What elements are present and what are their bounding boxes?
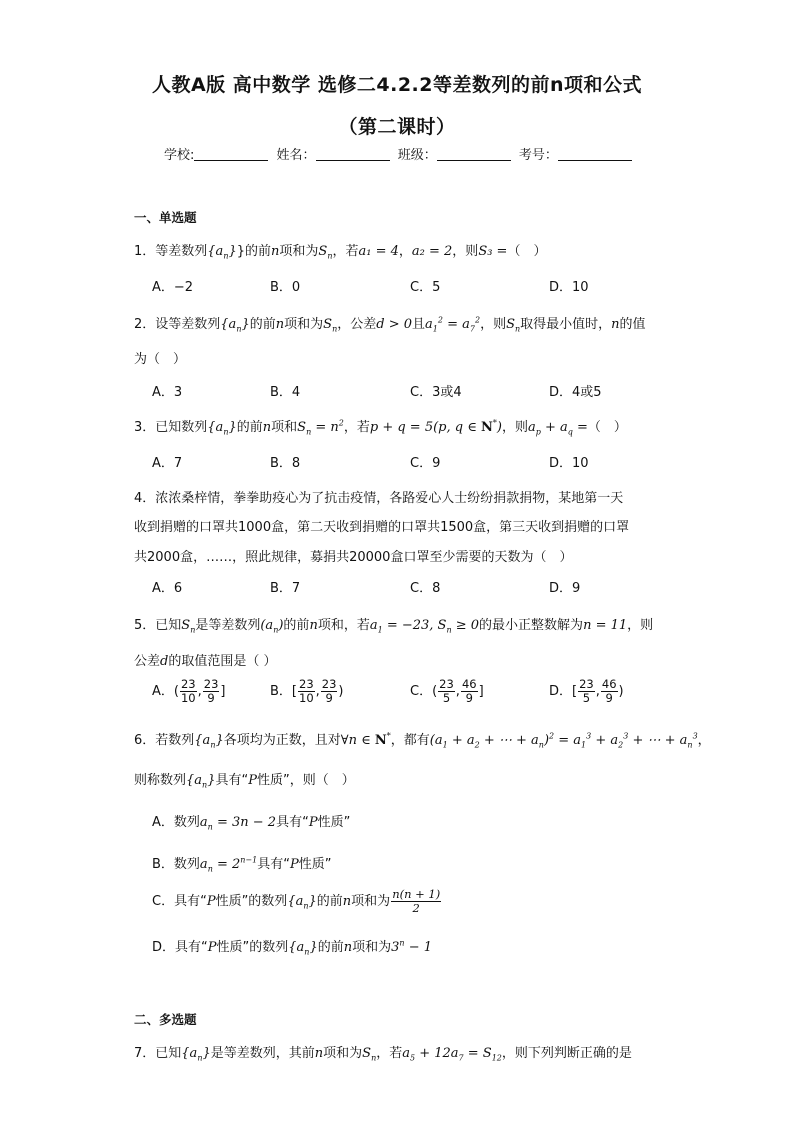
school-label: 学校: xyxy=(164,148,195,163)
q4-option-d[interactable]: D．9 xyxy=(549,581,581,596)
q5-option-c[interactable]: C．( $\frac{23}{5}$ , $\frac{46}{9}$ ] xyxy=(410,677,484,705)
question-4-line1: 4．浓浓桑梓情，拳拳助疫心为了抗击疫情，各路爱心人士纷纷捐款捐物，某地第一天 xyxy=(134,491,624,506)
class-label: 班级： xyxy=(397,148,437,163)
section-single-choice: 一、单选题 xyxy=(134,210,197,225)
q6-option-c[interactable]: C．具有“P性质”的数列$\{a_n\}$的前n项和为 $\frac{n(n + 1)}{2}$ xyxy=(152,887,441,915)
question-7: 7．已知$\{a_n\}$是等差数列，其前n项和为$S_n$，若$a_5 + 12a_7 = S_{12}$，则下列判断正确的是 xyxy=(134,1046,632,1063)
q1-option-a[interactable]: A．−2 xyxy=(152,280,194,295)
page-title: 人教A版 高中数学 选修二4.2.2等差数列的前n项和公式 xyxy=(151,74,643,96)
question-3: 3．已知数列$\{a_n\}$的前n项和$S_n = n^2$，若p + q = 5(p, q ∈ N*)，则$a_p + a_q$ =（ ） xyxy=(134,418,627,437)
question-5-line2: 公差d的取值范围是（ ） xyxy=(134,654,277,669)
q5-option-b[interactable]: B．[ $\frac{23}{10}$ , $\frac{23}{9}$ ) xyxy=(270,677,344,705)
q4-option-b[interactable]: B．7 xyxy=(270,581,301,596)
question-2: 2．设等差数列$\{a_n\}$的前n项和为$S_n$，公差d > 0且$a_1^2 = a_7^2$，则$S_n$取得最小值时，n的值 xyxy=(134,315,646,334)
q5-option-d[interactable]: D．[ $\frac{23}{5}$ , $\frac{46}{9}$ ) xyxy=(549,677,624,705)
name-label: 姓名： xyxy=(276,148,316,163)
school-blank[interactable] xyxy=(194,147,268,161)
q6-option-d[interactable]: D．具有“P性质”的数列$\{a_n\}$的前n项和为$3^n - 1$ xyxy=(152,938,432,957)
q4-option-a[interactable]: A．6 xyxy=(152,581,183,596)
q3-option-d[interactable]: D．10 xyxy=(549,456,589,471)
q3-option-b[interactable]: B．8 xyxy=(270,456,301,471)
q2-option-c[interactable]: C．3或4 xyxy=(410,385,462,400)
q4-option-c[interactable]: C．8 xyxy=(410,581,441,596)
q3-option-c[interactable]: C．9 xyxy=(410,456,441,471)
q2-option-d[interactable]: D．4或5 xyxy=(549,385,602,400)
student-info-row xyxy=(164,144,636,163)
class-blank[interactable] xyxy=(437,147,511,161)
q3-option-a[interactable]: A．7 xyxy=(152,456,183,471)
question-5: 5．已知$S_n$是等差数列$(a_n)$的前n项和，若$a_1 = -23$, $S_n \ge 0$的最小正整数解为n = 11，则 xyxy=(134,618,654,635)
q2-option-a[interactable]: A．3 xyxy=(152,385,183,400)
q1-option-c[interactable]: C．5 xyxy=(410,280,441,295)
q6-option-a[interactable]: A．数列$a_n = 3n - 2$具有“P性质” xyxy=(152,815,351,832)
exam-number-label: 考号： xyxy=(518,148,558,163)
q6-option-b[interactable]: B．数列$a_n = 2^{n-1}$具有“P性质” xyxy=(152,855,332,874)
question-1: 1．等差数列$\{a_n\}$}的前n项和为$S_n$，若a₁ = 4，a₂ = 2，则S₃ =（ ） xyxy=(134,244,547,261)
question-2-line2: 为（ ） xyxy=(134,352,187,367)
page-subtitle: （第二课时） xyxy=(338,116,456,138)
q1-option-b[interactable]: B．0 xyxy=(270,280,301,295)
question-4-line3: 共2000盒，……，照此规律，募捐共20000盒口罩至少需要的天数为（ ） xyxy=(134,550,573,565)
question-6-line2: 则称数列$\{a_n\}$具有“P性质”，则（ ） xyxy=(134,773,355,790)
q1-option-d[interactable]: D．10 xyxy=(549,280,589,295)
name-blank[interactable] xyxy=(316,147,390,161)
section-multi-choice: 二、多选题 xyxy=(134,1012,197,1027)
question-4-line2: 收到捐赠的口罩共1000盒，第二天收到捐赠的口罩共1500盒，第三天收到捐赠的口罩 xyxy=(134,520,630,535)
q5-option-a[interactable]: A．( $\frac{23}{10}$ , $\frac{23}{9}$ ] xyxy=(152,677,226,705)
exam-number-blank[interactable] xyxy=(558,147,632,161)
q2-option-b[interactable]: B．4 xyxy=(270,385,301,400)
question-6: 6．若数列$\{a_n\}$各项均为正数，且对∀n ∈ N*，都有($a_1 + a_2$ + ⋯ + $a_n)^2 = a_1^3 + a_2^3$ + ⋯ + $a_n^3$， xyxy=(134,731,711,750)
